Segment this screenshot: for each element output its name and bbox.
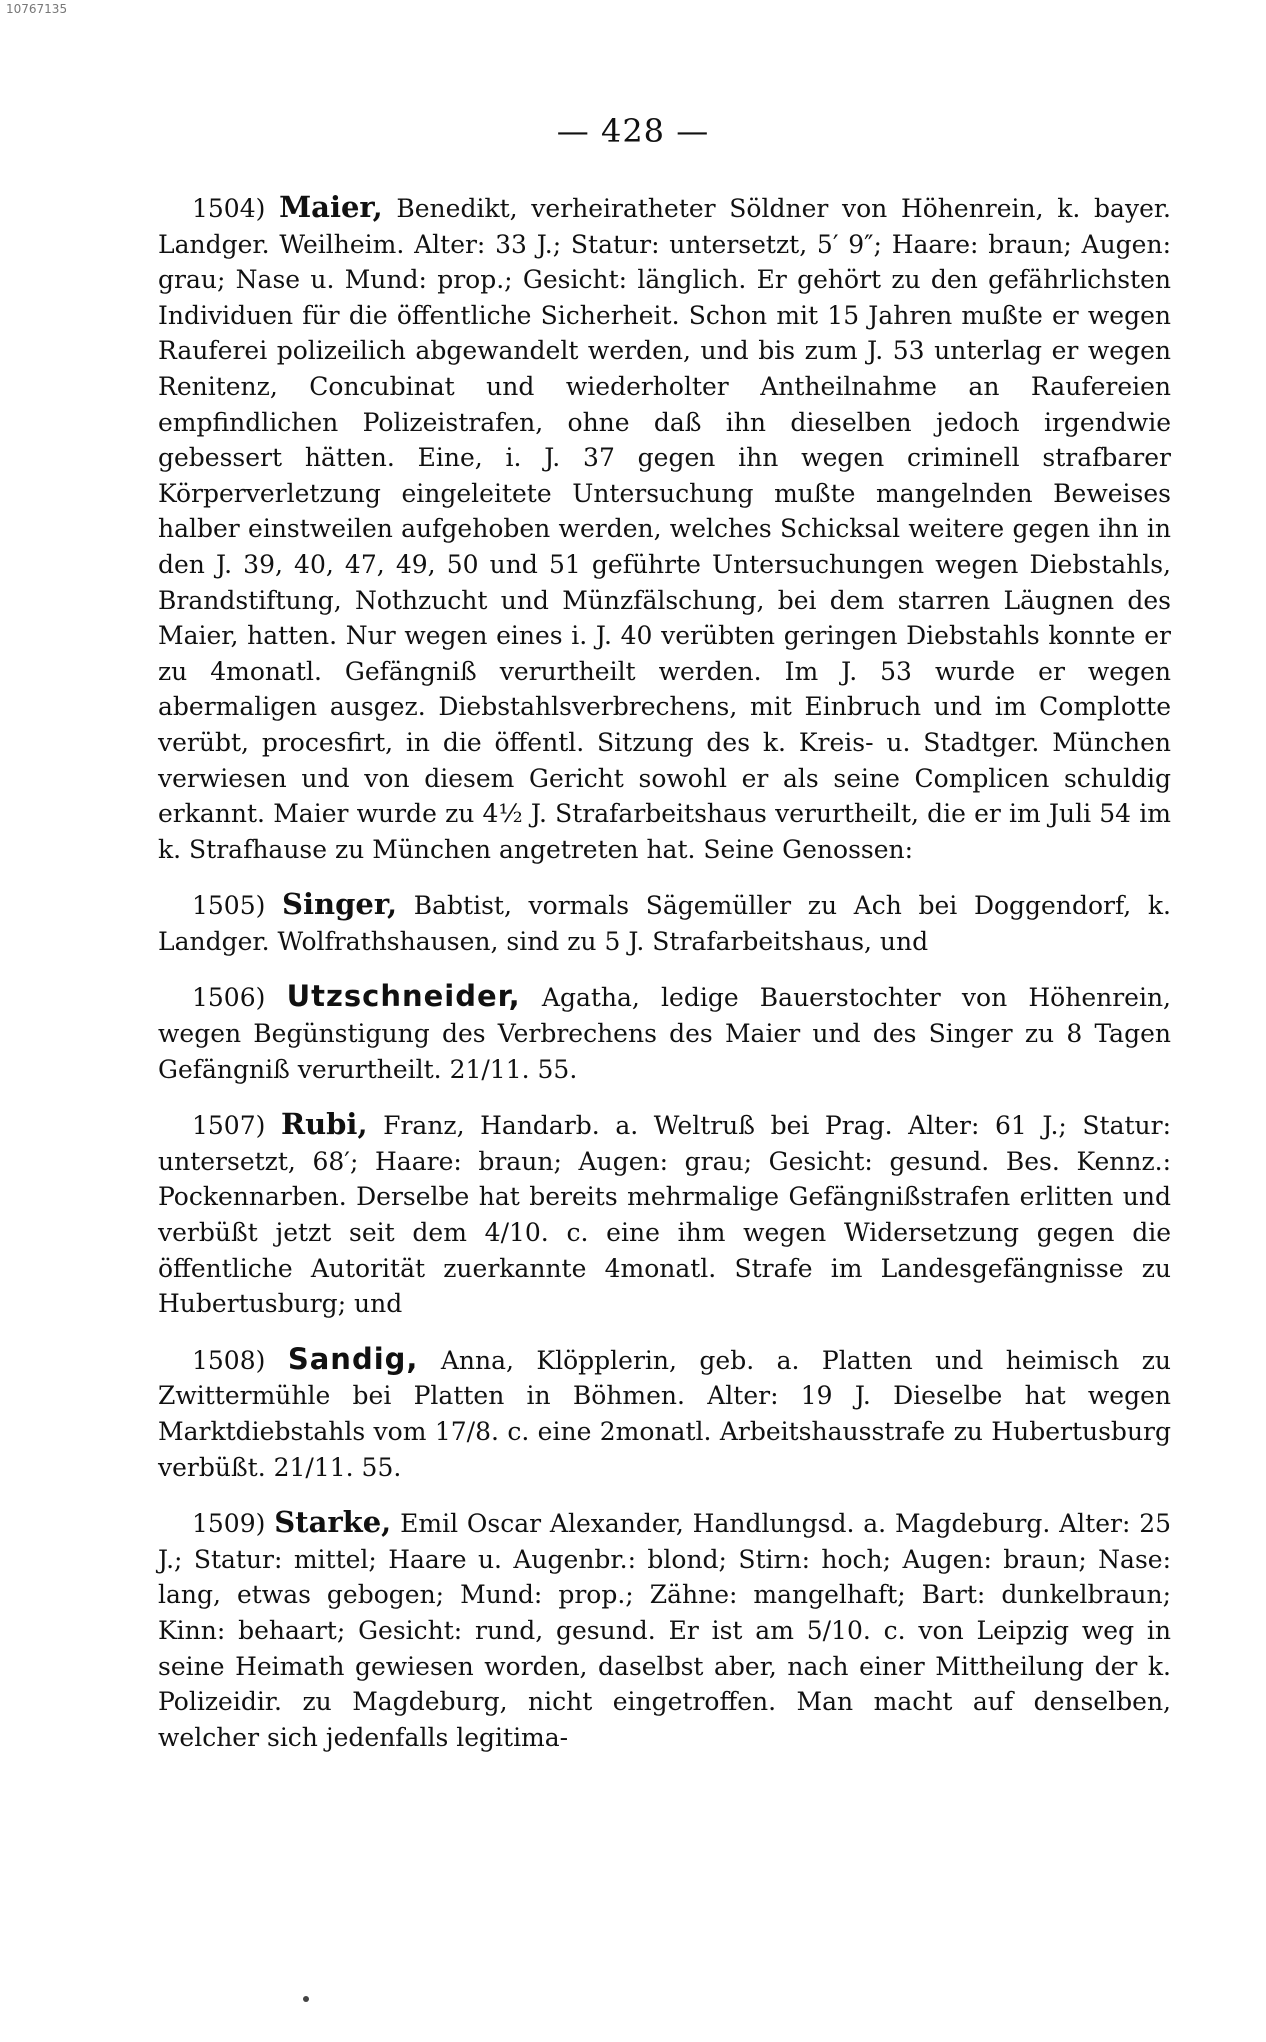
entry-text: Anna, Klöpplerin, geb. a. Platten und heimisch zu Zwittermühle bei Platten in Böhmen. Alter: 19 J. Dieselbe hat wegen Marktdiebstahls vom 17/8. c. eine 2monatl. Arbeitshausstrafe zu Hubertusburg verbüßt. 21/11. 55. — [158, 1345, 1171, 1482]
entry-surname: Sandig, — [287, 1341, 419, 1376]
entry-surname: Maier, — [279, 190, 383, 224]
entry-text: Benedikt, verheiratheter Söldner von Höhenrein, k. bayer. Landger. Weilheim. Alter: 33 J.; Statur: untersetzt, 5′ 9″; Haare: braun; Augen: grau; Nase u. Mund: prop.; Gesicht: länglich. Er gehört zu den gefährlichsten Individuen für die öffentliche Sicherheit. Schon mit 15 Jahren mußte er wegen Rauferei polizeilich abgewandelt werden, und bis zum J. 53 unterlag er wegen Renitenz, Concubinat und wiederholter Antheilnahme an Raufereien empfindlichen Polizeistrafen, ohne daß ihn dieselben jedoch irgendwie gebessert hätten. Eine, i. J. 37 gegen ihn wegen criminell strafbarer Körperverletzung eingeleitete Untersuchung mußte mangelnden Beweises halber einstweilen aufgehoben werden, welches Schicksal weitere gegen ihn in den J. 39, 40, 47, 49, 50 und 51 geführte Untersuchungen wegen Diebstahls, Brandstiftung, Nothzucht und Münzfälschung, bei dem starren Läugnen des Maier, hatten. Nur wegen eines i. J. 40 verübten geringen Diebstahls konnte er zu 4monatl. Gefängniß verurtheilt werden. Im J. 53 wurde er wegen abermaligen ausgez. Diebstahlsverbrechens, mit Einbruch und im Complotte verübt, procesfirt, in die öffentl. Sitzung des k. Kreis- u. Stadtger. München verwiesen und von diesem Gericht sowohl er als seine Complicen schuldig erkannt. Maier wurde zu 4½ J. Strafarbeitshaus verurtheilt, die er im Juli 54 im k. Strafhause zu München angetreten hat. Seine Genossen: — [158, 194, 1172, 864]
page-number: — 428 — — [556, 112, 710, 150]
entry-surname: Rubi, — [280, 1107, 368, 1142]
entry-number: 1506) — [192, 983, 266, 1013]
entry-number: 1507) — [192, 1111, 266, 1141]
entry-1508 — [158, 1342, 1171, 1485]
entry-text: Babtist, vormals Sägemüller zu Ach bei Doggendorf, k. Landger. Wolfrathshausen, sind zu 5 J. Strafarbeitshaus, und — [158, 891, 1171, 956]
entry-text: Franz, Handarb. a. Weltruß bei Prag. Alter: 61 J.; Statur: untersetzt, 68′; Haare: braun; Augen: grau; Gesicht: gesund. Bes. Kennz.: Pockennarben. Derselbe hat bereits mehrmalige Gefängnißstrafen erlitten und verbüßt jetzt seit dem 4/10. c. eine ihm wegen Widersetzung gegen die öffentliche Autorität zuerkannte 4monatl. Strafe im Landesgefängnisse zu Hubertusburg; und — [158, 1111, 1171, 1319]
entry-surname: Starke, — [274, 1505, 392, 1540]
entry-1505 — [158, 887, 1171, 959]
entry-number: 1508) — [192, 1345, 266, 1375]
entry-surname: Utzschneider, — [286, 979, 521, 1014]
entry-text: Agatha, ledige Bauerstochter von Höhenrein, wegen Begünstigung des Verbrechens des Maier und des Singer zu 8 Tagen Gefängniß verurtheilt. 21/11. 55. — [158, 983, 1172, 1084]
entry-number: 1505) — [192, 891, 266, 921]
page-body — [158, 190, 1171, 1755]
entry-surname: Singer, — [282, 887, 398, 922]
entry-number: 1509) — [192, 1509, 266, 1539]
ink-speck — [303, 1996, 309, 2002]
scan-id: 10767135 — [6, 2, 68, 16]
entry-1507 — [158, 1107, 1171, 1322]
entry-1509 — [158, 1505, 1171, 1755]
entry-number: 1504) — [192, 194, 266, 223]
entry-1506 — [158, 979, 1171, 1087]
entry-1504 — [158, 190, 1171, 867]
entry-text: Emil Oscar Alexander, Handlungsd. a. Magdeburg. Alter: 25 J.; Statur: mittel; Haare u. Augenbr.: blond; Stirn: hoch; Augen: braun; Nase: lang, etwas gebogen; Mund: prop.; Zähne: mangelhaft; Bart: dunkelbraun; Kinn: behaart; Gesicht: rund, gesund. Er ist am 5/10. c. von Leipzig weg in seine Heimath gewiesen worden, daselbst aber, nach einer Mittheilung der k. Polizeidir. zu Magdeburg, nicht eingetroffen. Man macht auf denselben, welcher sich jedenfalls legitima- — [158, 1509, 1172, 1752]
